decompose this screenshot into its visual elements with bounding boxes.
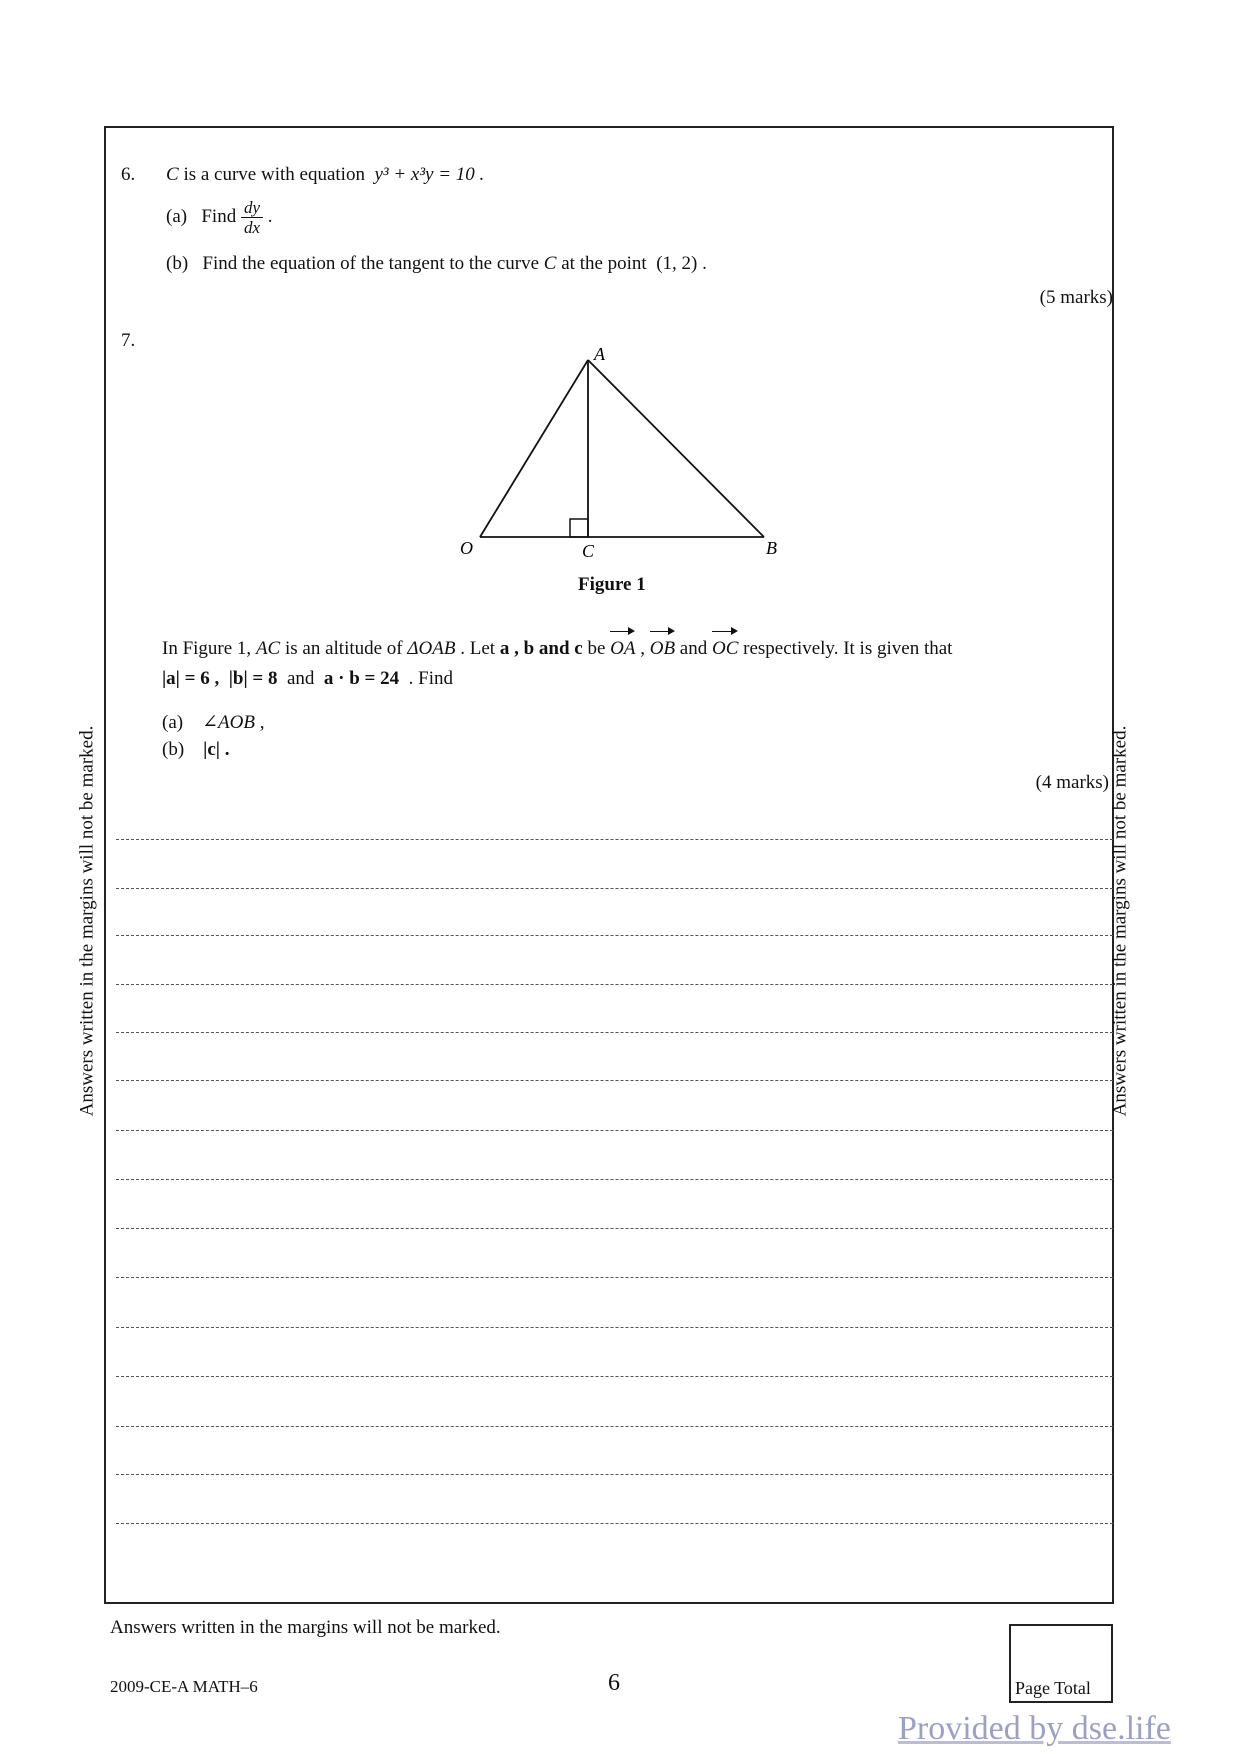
q6-part-a-label: (a) — [166, 205, 188, 227]
label-b: B — [766, 538, 777, 558]
q7-part-a — [162, 711, 264, 734]
q6-stem-text: is a curve with equation — [183, 164, 365, 185]
q6-part-b-text2: at the point — [561, 253, 647, 274]
q6-part-b-text: Find the equation of the tangent to the curve — [202, 253, 540, 274]
figure-1-diagram — [440, 345, 800, 565]
q6-part-b — [166, 253, 707, 275]
q7-marks: (4 marks) — [1035, 772, 1109, 793]
q7-part-b-text: |c| . — [203, 739, 230, 760]
q7-part-b-label: (b) — [162, 739, 185, 760]
answer-line[interactable] — [116, 1327, 1113, 1328]
margin-note-right: Answers written in the margins will not be marked. — [1109, 725, 1131, 1117]
vector-oc: OC — [712, 630, 738, 664]
answer-line[interactable] — [116, 1277, 1113, 1278]
q6-part-b-label: (b) — [166, 253, 189, 274]
side-oa — [480, 360, 588, 537]
q7-intro-be: be — [587, 638, 606, 659]
page-total-box[interactable] — [1009, 1624, 1113, 1703]
q7-number: 7. — [121, 330, 136, 351]
q6-derivative-num: dy — [241, 198, 263, 218]
q7-intro-4: respectively. It is given that — [743, 638, 953, 659]
q7-given-and: and — [286, 668, 315, 689]
q7-intro-ac: AC — [255, 638, 281, 659]
q6-derivative-den: dx — [243, 218, 260, 237]
q6-part-a — [166, 198, 273, 237]
q6-part-a-text: Find — [201, 205, 237, 227]
q7-intro-3: . Let — [460, 638, 496, 659]
answer-line[interactable] — [116, 1523, 1113, 1524]
answer-line[interactable] — [116, 1179, 1113, 1180]
page-number: 6 — [608, 1670, 620, 1696]
answer-line[interactable] — [116, 888, 1113, 889]
exam-code: 2009-CE-A MATH–6 — [110, 1677, 258, 1696]
answer-line[interactable] — [116, 1080, 1113, 1081]
answer-line[interactable] — [116, 1474, 1113, 1475]
q6-stem — [166, 164, 484, 186]
side-ab — [588, 360, 764, 537]
q7-intro-1: In Figure 1, — [162, 638, 252, 659]
answer-line[interactable] — [116, 984, 1113, 985]
q7-intro-triangle: ΔOAB — [407, 638, 456, 659]
answer-line[interactable] — [116, 839, 1113, 840]
answer-line[interactable] — [116, 1426, 1113, 1427]
page-total-label: Page Total — [1015, 1678, 1091, 1698]
q6-marks: (5 marks) — [1039, 287, 1113, 308]
margin-note-bottom: Answers written in the margins will not be marked. — [110, 1617, 501, 1638]
q6-number: 6. — [121, 164, 136, 185]
q7-given-dot: a · b = 24 — [323, 668, 400, 689]
label-c: C — [582, 541, 595, 561]
vector-oa: OA — [610, 630, 635, 664]
q7-intro — [162, 630, 1114, 694]
q7-given-find: . Find — [408, 668, 453, 689]
answer-line[interactable] — [116, 935, 1113, 936]
answer-line[interactable] — [116, 1228, 1113, 1229]
q7-sep-and: and — [679, 638, 708, 659]
q6-equation: y³ + x³y = 10 . — [374, 164, 485, 185]
answer-line[interactable] — [116, 1376, 1113, 1377]
q7-part-a-label: (a) — [162, 712, 184, 733]
vector-ob: OB — [650, 630, 675, 664]
label-a: A — [594, 345, 605, 364]
q6-part-b-curve: C — [543, 253, 557, 274]
right-angle-marker — [570, 519, 588, 537]
figure-1-caption: Figure 1 — [578, 574, 646, 595]
q7-sep-comma: , — [640, 638, 645, 659]
q7-intro-vars: a , b and c — [499, 638, 583, 659]
q7-given-b: |b| = 8 — [228, 668, 278, 689]
label-o: O — [460, 538, 473, 558]
q6-curve-name: C — [166, 164, 179, 185]
q7-given-a: |a| = 6 , — [162, 668, 220, 689]
q7-part-a-text: ∠AOB , — [202, 712, 265, 733]
q7-intro-2: is an altitude of — [284, 638, 403, 659]
margin-note-left: Answers written in the margins will not be marked. — [76, 725, 98, 1117]
q7-part-b — [162, 739, 229, 761]
q6-part-a-end: . — [267, 205, 273, 227]
answer-line[interactable] — [116, 1032, 1113, 1033]
q6-part-b-point: (1, 2) . — [656, 253, 707, 274]
watermark-link[interactable]: Provided by dse.life — [898, 1710, 1171, 1747]
q6-derivative-fraction — [241, 198, 263, 237]
answer-line[interactable] — [116, 1130, 1113, 1131]
